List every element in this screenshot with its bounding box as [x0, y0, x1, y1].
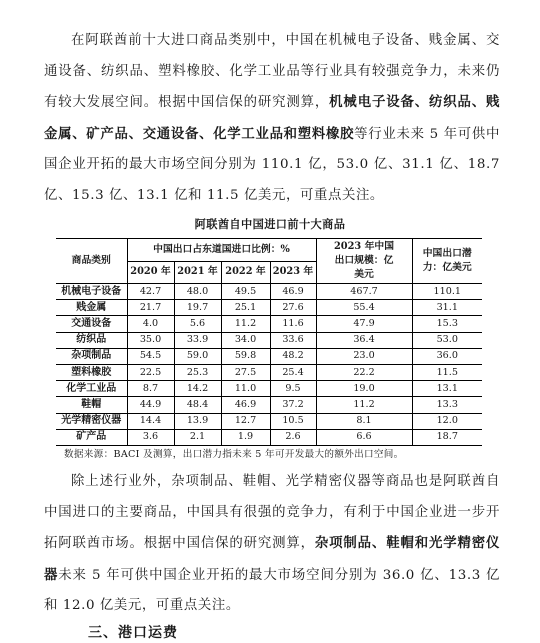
cell-potential: 31.1 — [412, 300, 482, 316]
header-share: 中国出口占东道国进口比例：% — [127, 239, 316, 262]
table-row — [56, 316, 482, 332]
cell-scale: 11.2 — [316, 397, 412, 413]
row-category: 光学精密仪器 — [56, 413, 127, 429]
header-potential: 中国出口潜力：亿美元 — [412, 239, 482, 284]
row-category: 杂项制品 — [56, 348, 127, 364]
header-year-2020: 2020 年 — [127, 261, 174, 284]
cell-2021: 25.3 — [174, 364, 221, 380]
table-row — [56, 284, 482, 300]
cell-2022: 27.5 — [221, 364, 270, 380]
header-year-2023: 2023 年 — [270, 261, 316, 284]
cell-potential: 11.5 — [412, 364, 482, 380]
table-source-note: 数据来源：BACI 及测算，出口潜力指未来 5 年可开发最大的额外出口空间。 — [64, 449, 404, 460]
row-category: 机械电子设备 — [56, 284, 127, 300]
cell-2023: 33.6 — [270, 332, 316, 348]
table-row — [56, 300, 482, 316]
intro-bold-sectors: 机械电子设备、纺织品、贱金属、矿产品、交通设备、化学工业品和塑料橡胶 — [44, 94, 501, 142]
cell-2023: 37.2 — [270, 397, 316, 413]
cell-2020: 42.7 — [127, 284, 174, 300]
cell-2022: 1.9 — [221, 429, 270, 445]
cell-2022: 12.7 — [221, 413, 270, 429]
cell-potential: 12.0 — [412, 413, 482, 429]
table-row — [56, 348, 482, 364]
cell-2020: 3.6 — [127, 429, 174, 445]
cell-potential: 13.3 — [412, 397, 482, 413]
table-row — [56, 381, 482, 397]
cell-2022: 49.5 — [221, 284, 270, 300]
cell-potential: 110.1 — [412, 284, 482, 300]
cell-2020: 14.4 — [127, 413, 174, 429]
import-table — [56, 238, 482, 446]
intro-text-2: 等行业未来 5 年可供中国企业开拓的最大市场空间分别为 110.1 亿，53.0 亿、31.1 亿、18.7 亿、15.3 亿、13.1 亿和 11.5 亿美元，可重点关注。 — [44, 126, 500, 203]
cell-scale: 47.9 — [316, 316, 412, 332]
cell-2022: 25.1 — [221, 300, 270, 316]
cell-2021: 19.7 — [174, 300, 221, 316]
cell-2023: 11.6 — [270, 316, 316, 332]
cell-2021: 33.9 — [174, 332, 221, 348]
cell-scale: 55.4 — [316, 300, 412, 316]
cell-2021: 5.6 — [174, 316, 221, 332]
cell-2020: 4.0 — [127, 316, 174, 332]
cell-2021: 13.9 — [174, 413, 221, 429]
header-year-2022: 2022 年 — [221, 261, 270, 284]
cell-potential: 13.1 — [412, 381, 482, 397]
header-category: 商品类别 — [56, 239, 127, 284]
cell-2021: 48.0 — [174, 284, 221, 300]
cell-2020: 35.0 — [127, 332, 174, 348]
table-row — [56, 364, 482, 380]
cell-2023: 10.5 — [270, 413, 316, 429]
intro-paragraph — [44, 26, 500, 212]
table-row — [56, 332, 482, 348]
row-category: 贱金属 — [56, 300, 127, 316]
cell-scale: 36.4 — [316, 332, 412, 348]
cell-2021: 2.1 — [174, 429, 221, 445]
cell-potential: 15.3 — [412, 316, 482, 332]
section-heading: 三、港口运费 — [88, 625, 178, 641]
cell-2020: 44.9 — [127, 397, 174, 413]
second-bold-sectors: 杂项制品、鞋帽和光学精密仪器 — [44, 535, 500, 583]
cell-2023: 25.4 — [270, 364, 316, 380]
cell-2020: 21.7 — [127, 300, 174, 316]
cell-2023: 27.6 — [270, 300, 316, 316]
cell-2021: 14.2 — [174, 381, 221, 397]
cell-2022: 34.0 — [221, 332, 270, 348]
cell-scale: 6.6 — [316, 429, 412, 445]
cell-scale: 22.2 — [316, 364, 412, 380]
second-paragraph — [44, 467, 500, 622]
cell-2022: 11.0 — [221, 381, 270, 397]
cell-potential: 53.0 — [412, 332, 482, 348]
cell-scale: 8.1 — [316, 413, 412, 429]
cell-2021: 48.4 — [174, 397, 221, 413]
table-title: 阿联酋自中国进口前十大商品 — [194, 217, 346, 231]
table-row — [56, 413, 482, 429]
cell-2023: 46.9 — [270, 284, 316, 300]
second-text-2: 未来 5 年可供中国企业开拓的最大市场空间分别为 36.0 亿、13.3 亿和 12.0 亿美元，可重点关注。 — [44, 567, 500, 614]
cell-potential: 18.7 — [412, 429, 482, 445]
header-scale: 2023 年中国出口规模：亿美元 — [316, 239, 412, 284]
cell-2020: 8.7 — [127, 381, 174, 397]
cell-2020: 54.5 — [127, 348, 174, 364]
cell-2022: 46.9 — [221, 397, 270, 413]
cell-2020: 22.5 — [127, 364, 174, 380]
row-category: 矿产品 — [56, 429, 127, 445]
cell-2021: 59.0 — [174, 348, 221, 364]
row-category: 纺织品 — [56, 332, 127, 348]
table-row — [56, 429, 482, 445]
row-category: 交通设备 — [56, 316, 127, 332]
cell-2022: 11.2 — [221, 316, 270, 332]
intro-text-1: 在阿联酋前十大进口商品类别中，中国在机械电子设备、贱金属、交通设备、纺织品、塑料橡胶、化学工业品等行业具有较强竞争力，未来仍有较大发展空间。根据中国信保的研究测算， — [44, 33, 500, 111]
cell-2023: 9.5 — [270, 381, 316, 397]
cell-potential: 36.0 — [412, 348, 482, 364]
cell-scale: 19.0 — [316, 381, 412, 397]
row-category: 塑料橡胶 — [56, 364, 127, 380]
second-text-1: 除上述行业外，杂项制品、鞋帽、光学精密仪器等商品也是阿联酋自中国进口的主要商品，中国具有很强的竞争力，有利于中国企业进一步开拓阿联酋市场。根据中国信保的研究测算， — [44, 474, 500, 552]
row-category: 化学工业品 — [56, 381, 127, 397]
cell-2023: 48.2 — [270, 348, 316, 364]
cell-scale: 467.7 — [316, 284, 412, 300]
cell-2022: 59.8 — [221, 348, 270, 364]
cell-2023: 2.6 — [270, 429, 316, 445]
header-year-2021: 2021 年 — [174, 261, 221, 284]
table-row — [56, 397, 482, 413]
row-category: 鞋帽 — [56, 397, 127, 413]
cell-scale: 23.0 — [316, 348, 412, 364]
